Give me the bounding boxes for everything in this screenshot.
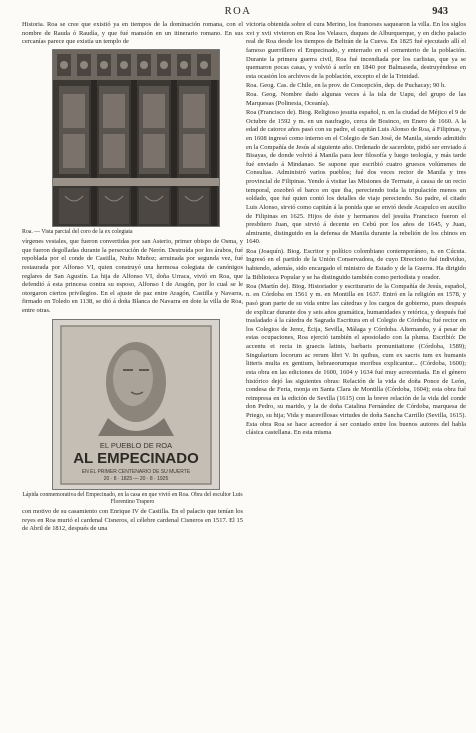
entry-roa-chile: Roa. Geog. Cas. de Chile, en la prov. de Concepción, dep. de Puchacay; 90 h. <box>246 81 446 89</box>
choir-photo <box>52 49 220 227</box>
figure-choir <box>22 49 243 236</box>
entry-roa-francisco: Roa (Francisco de). Biog. Religioso jesuita español, n. en la ciudad de Méjico el 9 de Octubre de 1592 y m. en un naufragio, cerca de Bosinco, en Enero de 1660. A la edad de catorce años pasó con su padre, el capitán Luis Alonso de Roa, á Filipinas, y en 1608 ingresó como interno en el Colegio de San José, de Manila, siendo admitido en la Compañía de Jesús al siguiente año. Ordenado de sacerdote, pidió ser enviado á Bisayas, de donde volvió á Manila para leer filosofía y luego teología, y más tarde fué enviado á Mindanao. Se supone que escribió cuatro gruesos volúmenes de Consultas. Administró varios pueblos; fué dos veces rector de Manila y tres provincial de Filipinas. Yendo á visitar las Misiones de Terrnate, á causa de un recio temporal, zozobró el barco en que iba, pereciendo toda la tripulación menos un soldado, que fué quien contó los detalles de viaje pereciendo. Su padre, el citado Luis Alonso, sirvió como capitán á la ponida que se envió desde Acapulco en auxilio de Filipinas en 1625. Hijos de éste y hermanos del jesuíta Francisco fueron el presbítero Juan, que sirvió á decente en Cebú por los años de 1645, y Juan, almirante, distinguido en la defensa de Manila durante la rebelión de los chinos en 1640. <box>246 109 466 246</box>
page-header <box>0 6 476 20</box>
left-paragraph-3: con motivo de su casamiento con Enrique IV de Castilla. En el palacio que tenían los reyes en Roa murió el cardenal Cisneros, el célebre cardenal Cisneros en 1517. El 15 de Abril de 1812, después de una <box>22 508 243 533</box>
entry-roa-martin: Roa (Martín de). Biog. Historiador y escriturario de la Compañía de Jesús, español, n. en Córdoba en 1561 y m. en Montilla en 1637. Entró en la religión en 1578, y pasó gran parte de su vida entre las cátedras y los cargos de gobierno, pues después de explicar durante dos y seis años gramática, humanidades y retórica, y después fué trasladado á la cátedra de Sagrada Escritura en el Colegio de Córdoba; fué rector en los Colegios de Jerez, Écija, Sevilla, Málaga y Córdoba. Alternando, y á pesar de estas ocupaciones, Roa ejerció también el apostolado con la pluma. Escribió: De accentu et recta in graecis latinis, barbaris pronuntiatione (Córdoba, 1589); Singularium locorum ac rerum libri V. In quibus, cum ex sacris tum ex humanis litteris multa ex gentium, hebraeorumque moribus explicantur... (Córdoba, 1600); esta obra en las ediciones de 1600, 1604 y 1634 fué muy acrecentada. En el género histórico dejó las siguientes obras: Relación de la vida de doña Ponce de León, condesa de Feria, monja en Santa Clara de Montilla (Córdoba, 1604); esta obra fué reimpresa en la edición de Sevilla (1615) con la breve relación de la vida del conde don Pedro, su marido, y la de doña Catalina Fernández de Córdoba, marquesa de Priego, su hija; Vida y maravillosas virtudes de doña Sancha Carrillo (Sevilla, 1615). Esta obra Roa se hace acreedor á ser contado entre los buenos autores del habla clásica castellana. En esta misma <box>246 282 466 437</box>
running-title: ROA <box>224 6 252 17</box>
plaque-line-2: AL EMPECINADO <box>73 449 199 467</box>
figure-caption-choir: Roa. — Vista parcial del coro de la ex colegiata <box>22 228 133 235</box>
choir-stalls-image <box>53 50 219 226</box>
plaque-line-3: EN EL PRIMER CENTENARIO DE SU MUERTE <box>81 468 191 475</box>
plaque-line-4: 20 · 8 · 1825 — 20 · 8 · 1925 <box>103 475 169 482</box>
page-number: 943 <box>432 6 448 17</box>
figure-caption-plaque: Lápida conmemorativa del Empecinado, en la casa en que vivió en Roa. Obra del escultor Luis Florentino Trapero <box>22 491 243 505</box>
empecinado-plaque-image <box>53 320 219 489</box>
entry-roa-uapu: Roa. Geog. Nombre dado algunas veces á la isla de Uapu, del grupo de las Marquesas (Polinesia, Oceanía). <box>246 91 466 107</box>
right-paragraph-1: victoria obtenida sobre el cura Merino, los franceses saquearon la villa. En los siglos xvi y xvii vivieron en Roa los Velasco, duques de Alburquerque, y en dicho palacio real de Roa desde los tiempos de Beltrán de la Cueva. En 1825 fué ejecutado allí el famoso guerrillero el Empecinado, y enterrado en el cementerio de la población. Durante la primera guerra civil, Roa fué incendiada por los carlistas, que ya se quemaron pocas casas, y volvió á serlo en 1840 por Balmaseda, destruyéndose en esta ocasión los archivos de la población, excepto el de la Trinidad. <box>246 21 466 80</box>
plaque-photo <box>52 319 220 490</box>
plaque-line-1: EL PUEBLO DE ROA <box>99 440 173 450</box>
entry-roa-joaquin: Roa (Joaquín). Biog. Escritor y político colombiano contemporáneo, n. en Cúcuta. Ingresó en el partido de la Unión Conservadora, de cuyo Directorio fué individuo, habiendo, además, sido encargado el ministro de Estado y de la Guerra. Ha dirigido la Biblioteca Popular y se ha distinguido también como periodista y orador. <box>246 247 466 281</box>
figure-plaque <box>22 319 243 506</box>
right-column <box>246 21 466 438</box>
left-paragraph-1: Historia. Roa se cree que existió ya en tiempos de la dominación romana, con el nombre de Rauda ó Raudía, y que fué mansión en un itinerario romano. En sus cercanías parece que existía un templo de <box>22 21 243 46</box>
left-column <box>22 21 243 534</box>
left-paragraph-2: vírgenes vestales, que fueron convertidas por san Asterio, primer obispo de Osma, y que fueron degolladas durante la persecución de Nerón. Destruída por los árabos, fué repoblada por el conde de Castilla, Nuño Muñoz; arruinada por segunda vez, fué restaurada por Alfonso VI, quien construyó una hermosa colegiata de canónigos reglares de San Agustín. La hija de Alfonso VI, doña Urraca, vivió en Roa, que defendió á esta princesa contra su esposo, Alfonso I de Aragón, por lo cual se le otorgaron ciertos privilegios. En el ajuste de paz entre Aragón, Castilla y Navarra, firmado en Toledo en 1138, se dió á doña Blanca de Navarra en dote la villa de Roa, entre otras. <box>22 238 243 315</box>
